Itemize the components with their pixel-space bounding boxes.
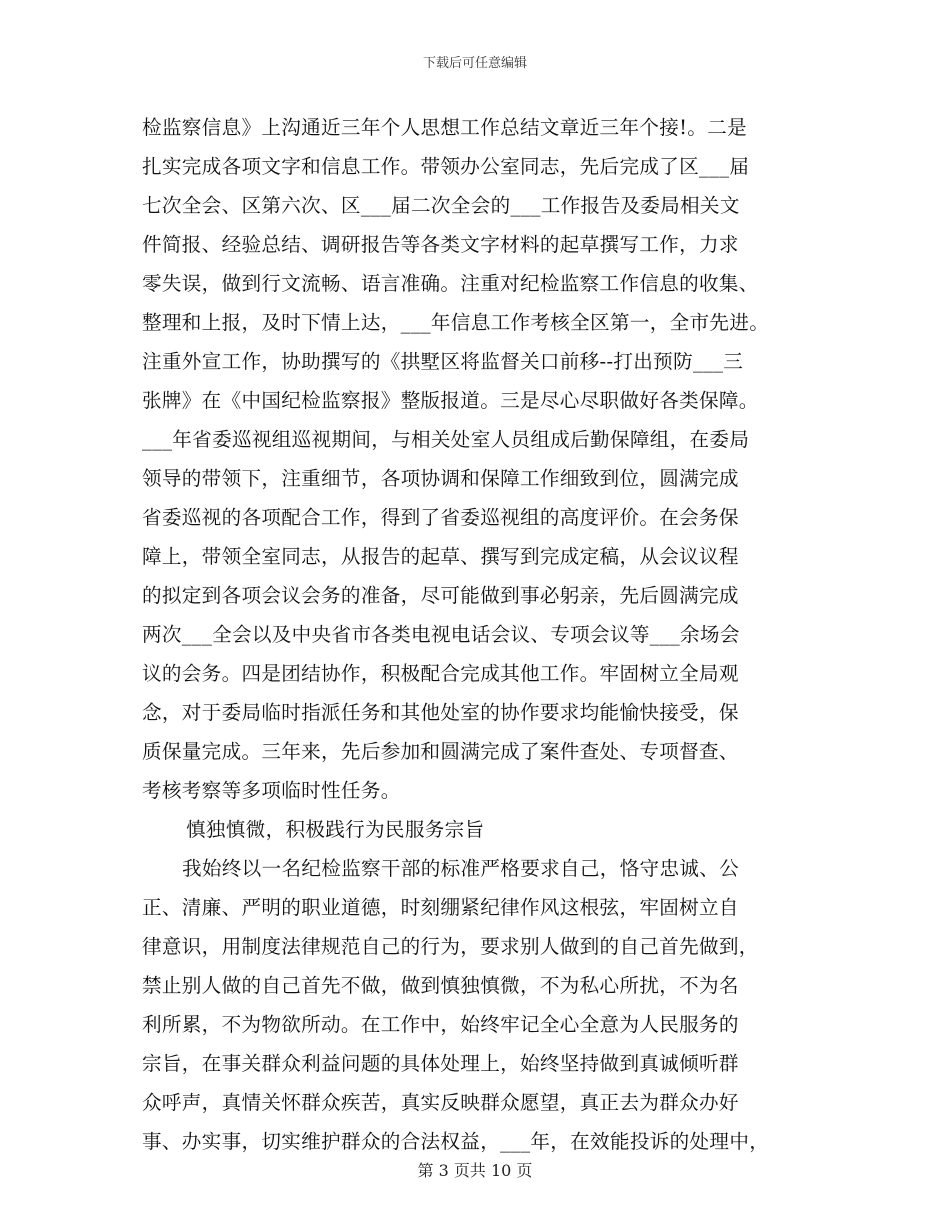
paragraph-line: 注重外宣工作，协助撰写的《拱墅区将监督关口前移--打出预防___三 bbox=[142, 350, 744, 373]
paragraph-line: 考核考察等多项临时性任务。 bbox=[142, 779, 401, 802]
paragraph-line: 正、清廉、严明的职业道德，时刻绷紧纪律作风这根弦，牢固树立自 bbox=[142, 896, 739, 919]
page-header: 下载后可任意编辑 bbox=[422, 56, 527, 71]
paragraph-line: 扎实完成各项文字和信息工作。带领办公室同志，先后完成了区___届 bbox=[142, 155, 750, 178]
paragraph-line: 七次全会、区第六次、区___届二次全会的___工作报告及委局相关文 bbox=[142, 194, 740, 217]
paragraph-line: 省委巡视的各项配合工作，得到了省委巡视组的高度评价。在会务保 bbox=[142, 506, 739, 529]
paragraph-line: 念，对于委局临时指派任务和其他处室的协作要求均能愉快接受，保 bbox=[142, 701, 739, 724]
paragraph-line: 零失误，做到行文流畅、语言准确。注重对纪检监察工作信息的收集、 bbox=[142, 272, 759, 295]
paragraph-line: 质保量完成。三年来，先后参加和圆满完成了案件查处、专项督查、 bbox=[142, 740, 739, 763]
paragraph-line: 议的会务。四是团结协作，积极配合完成其他工作。牢固树立全局观 bbox=[142, 662, 739, 685]
paragraph-line: 宗旨，在事关群众利益问题的具体处理上，始终坚持做到真诚倾听群 bbox=[142, 1052, 739, 1075]
page-footer: 第 3 页共 10 页 bbox=[417, 1161, 533, 1180]
paragraph-line: 的拟定到各项会议会务的准备，尽可能做到事必躬亲，先后圆满完成 bbox=[142, 584, 739, 607]
paragraph-line: 禁止别人做的自己首先不做，做到慎独慎微，不为私心所扰，不为名 bbox=[142, 974, 739, 997]
paragraph-line: 我始终以一名纪检监察干部的标准严格要求自己，恪守忠诚、公 bbox=[182, 857, 740, 880]
paragraph-line: 律意识，用制度法律规范自己的行为，要求别人做到的自己首先做到， bbox=[142, 935, 759, 958]
paragraph-line: 事、办实事，切实维护群众的合法权益，___年，在效能投诉的处理中， bbox=[142, 1130, 770, 1153]
paragraph-line: 众呼声，真情关怀群众疾苦，真实反映群众愿望，真正去为群众办好 bbox=[142, 1091, 739, 1114]
section-heading: 慎独慎微，积极践行为民服务宗旨 bbox=[186, 818, 485, 841]
paragraph-line: 领导的带领下，注重细节，各项协调和保障工作细致到位，圆满完成 bbox=[142, 467, 739, 490]
paragraph-line: 张牌》在《中国纪检监察报》整版报道。三是尽心尽职做好各类保障。 bbox=[142, 389, 759, 412]
paragraph-line: 检监察信息》上沟通近三年个人思想工作总结文章近三年个接!。二是 bbox=[142, 116, 747, 139]
paragraph-line: ___年省委巡视组巡视期间，与相关处室人员组成后勤保障组，在委局 bbox=[142, 428, 750, 451]
paragraph-line: 件简报、经验总结、调研报告等各类文字材料的起草撰写工作，力求 bbox=[142, 233, 739, 256]
paragraph-line: 障上，带领全室同志，从报告的起草、撰写到完成定稿，从会议议程 bbox=[142, 545, 739, 568]
paragraph-line: 整理和上报，及时下情上达，___年信息工作考核全区第一，全市先进。 bbox=[142, 311, 770, 334]
paragraph-line: 利所累，不为物欲所动。在工作中，始终牢记全心全意为人民服务的 bbox=[142, 1013, 739, 1036]
paragraph-line: 两次___全会以及中央省市各类电视电话会议、专项会议等___余场会 bbox=[142, 623, 740, 646]
document-body bbox=[142, 108, 832, 1161]
